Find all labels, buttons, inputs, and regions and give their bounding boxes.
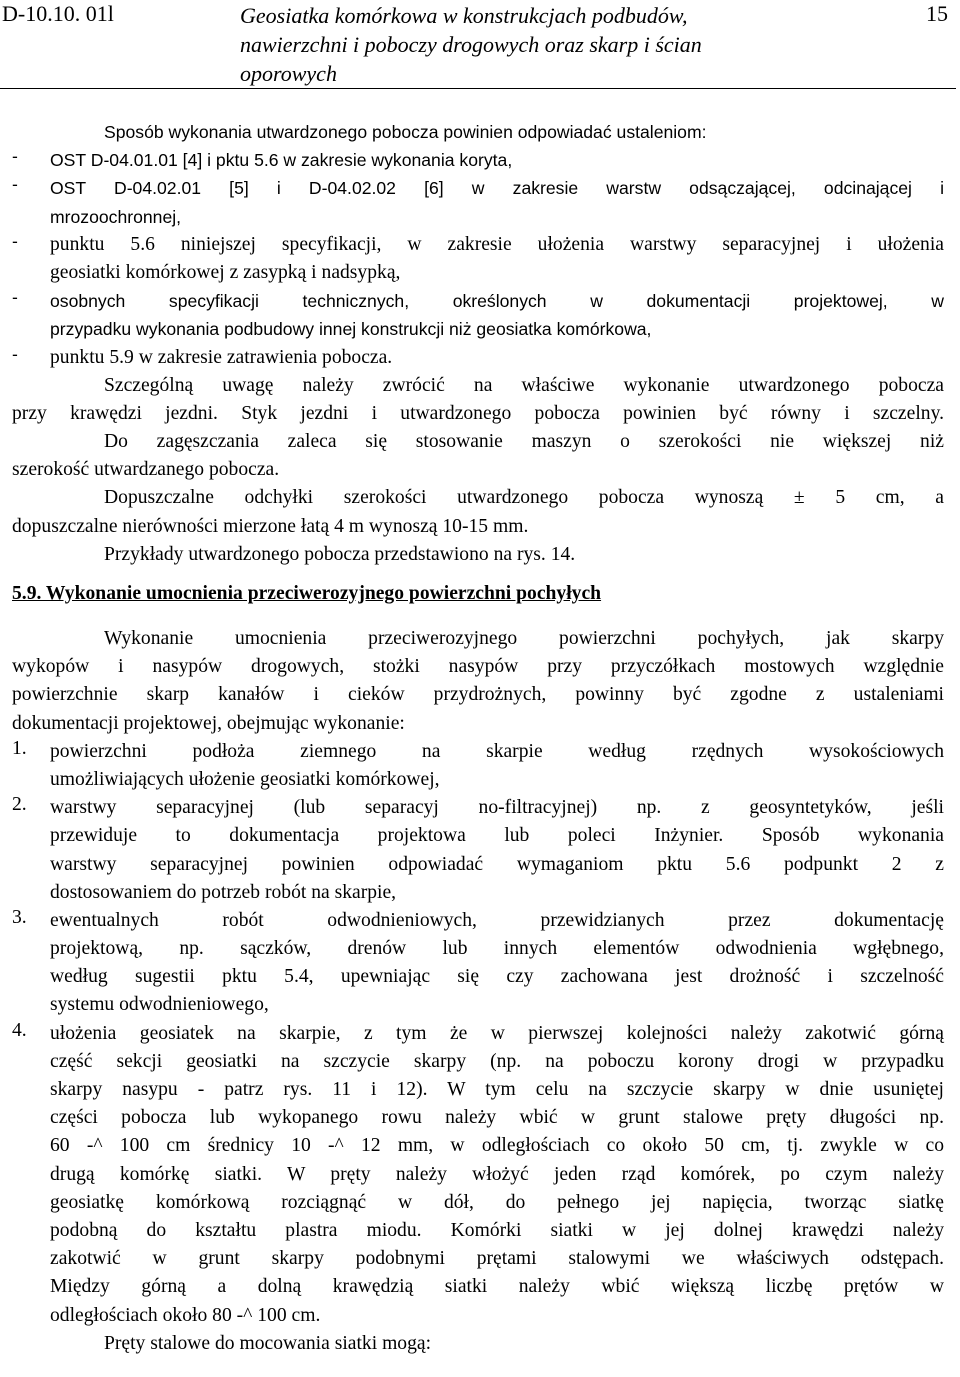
header-title [240,1,702,88]
dash-item [12,231,944,287]
page-header [0,0,960,90]
item-number: 4. [12,1019,27,1041]
dash-item [12,287,944,343]
numbered-item [12,794,944,907]
text-line: Między górną a dolną krawędzią siatki należy wbić większą liczbę prętów w [50,1276,944,1298]
text-line: dopuszczalne nierówności mierzone łatą 4 m wynoszą 10-15 mm. [12,515,529,537]
text-line: geosiatki komórkowej z zasypką i nadsypką, [50,261,401,283]
text-line: warstwy separacyjnej powinien odpowiadać wymaganiom pktu 5.6 podpunkt 2 z [50,853,944,875]
text-line: systemu odwodnieniowego, [50,994,269,1016]
numbered-item [12,738,944,794]
section-heading: 5.9. Wykonanie umocnienia przeciwerozyjnego powierzchni pochyłych [12,583,602,604]
text-line: mrozoochronnej, [50,206,182,227]
text-line: szerokość utwardzanego pobocza. [12,459,280,481]
text-line: geosiatkę komórkową rozciągnąć w dół, do pełnego jej napięcia, tworząc siatkę [50,1191,944,1213]
text-line: Pręty stalowe do mocowania siatki mogą: [104,1332,432,1354]
text-line: ułożenia geosiatek na skarpie, z tym że w pierwszej kolejności należy zakotwić górną [50,1022,944,1044]
text-line: przewiduje to dokumentacja projektowa lub poleci Inżynier. Sposób wykonania [50,825,944,847]
spec-code: D-10.10. 01l [2,1,114,26]
text-line: Przykłady utwardzonego pobocza przedstawiono na rys. 14. [104,543,576,565]
text-line: OST D-04.01.01 [4] i pktu 5.6 w zakresie wykonania koryta, [50,150,513,171]
numbered-item [12,1020,944,1330]
dash-marker: - [12,146,18,167]
text-line: dokumentacji projektowej, obejmując wykonanie: [12,712,405,734]
item-number: 1. [12,737,27,759]
dash-marker: - [12,343,18,364]
dash-marker: - [12,174,18,195]
text-line: OST D-04.02.01 [5] i D-04.02.02 [6] w zakresie warstw odsączającej, odcinającej i [50,178,944,199]
item-number: 2. [12,794,27,816]
text-line: według sugestii pktu 5.4, upewniając się czy zachowana jest drożność i szczelność [50,966,944,988]
page-number: 15 [926,1,948,26]
text-line: wykopów i nasypów drogowych, stożki nasypów przy przyczółkach mostowych względnie [12,656,944,678]
dash-marker: - [12,287,18,308]
text-line: drugą komórkę siatki. W pręty należy włożyć jeden rząd komórek, po czym należy [50,1163,944,1185]
document-body [12,118,944,1358]
text-line: część sekcji geosiatki na szczycie skarpy (np. na poboczu korony drogi w przypadku [50,1050,944,1072]
text-line: 60 -^ 100 cm średnicy 10 -^ 12 mm, w odległościach co około 50 cm, tj. zwykle w co [50,1135,944,1157]
text-line: punktu 5.6 niniejszej specyfikacji, w zakresie ułożenia warstwy separacyjnej i ułożenia [50,233,944,255]
text-line: podobną do kształtu plastra miodu. Komórki siatki w jej dolnej krawędzi należy [50,1219,944,1241]
header-divider [0,88,956,89]
header-title-line: nawierzchni i poboczy drogowych oraz skarp i ścian [240,32,702,57]
text-line: dostosowaniem do potrzeb robót na skarpie, [50,881,397,903]
text-line: punktu 5.9 w zakresie zatrawienia pobocza. [50,346,393,368]
dash-item [12,146,944,174]
dash-item [12,344,944,372]
header-title-line: oporowych [240,61,337,86]
text-line: przypadku wykonania podbudowy innej konstrukcji niż geosiatka komórkowa, [50,319,652,340]
text-line: Do zagęszczania zaleca się stosowanie maszyn o szerokości nie większej niż [104,431,944,453]
text-line: projektową, np. sączków, drenów lub innych elementów odwodnienia wgłębnego, [50,938,944,960]
text-line: powierzchnie skarp kanałów i cieków przydrożnych, powinny być zgodne z ustaleniami [12,684,944,706]
text-line: zakotwić w grunt skarpy podobnymi prętami stalowymi we właściwych odstępach. [50,1248,944,1270]
text-line: umożliwiających ułożenie geosiatki komórkowej, [50,768,440,790]
text-line: Wykonanie umocnienia przeciwerozyjnego powierzchni pochyłych, jak skarpy [104,628,944,649]
text-line: warstwy separacyjnej (lub separacyj no-filtracyjnej) np. z geosyntetyków, jeśli [50,797,944,819]
text-line: odległościach około 80 -^ 100 cm. [50,1304,321,1326]
text-line: Dopuszczalne odchyłki szerokości utwardzonego pobocza wynoszą ± 5 cm, a [104,487,944,509]
header-title-line: Geosiatka komórkowa w konstrukcjach podbudów, [240,3,688,28]
text-line: powierzchni podłoża ziemnego na skarpie według rzędnych wysokościowych [50,740,944,762]
dash-item [12,174,944,230]
text-line: przy krawędzi jezdni. Styk jezdni i utwardzonego pobocza powinien być równy i szczelny. [12,402,944,424]
numbered-item [12,907,944,1020]
text-line: ewentualnych robót odwodnieniowych, przewidzianych przez dokumentację [50,909,944,931]
item-number: 3. [12,906,27,928]
text-line: skarpy nasypu - patrz rys. 11 i 12). W tym celu na szczycie skarpy w dnie usuniętej [50,1079,944,1100]
text-line: osobnych specyfikacji technicznych, określonych w dokumentacji projektowej, w [50,291,944,312]
text-line: Szczególną uwagę należy zwrócić na właściwe wykonanie utwardzonego pobocza [104,374,944,396]
text-line: części pobocza lub wykopanego rowu należy wbić w grunt stalowe pręty długości np. [50,1107,944,1129]
dash-marker: - [12,230,18,251]
text-line: Sposób wykonania utwardzonego pobocza powinien odpowiadać ustaleniom: [104,122,707,142]
